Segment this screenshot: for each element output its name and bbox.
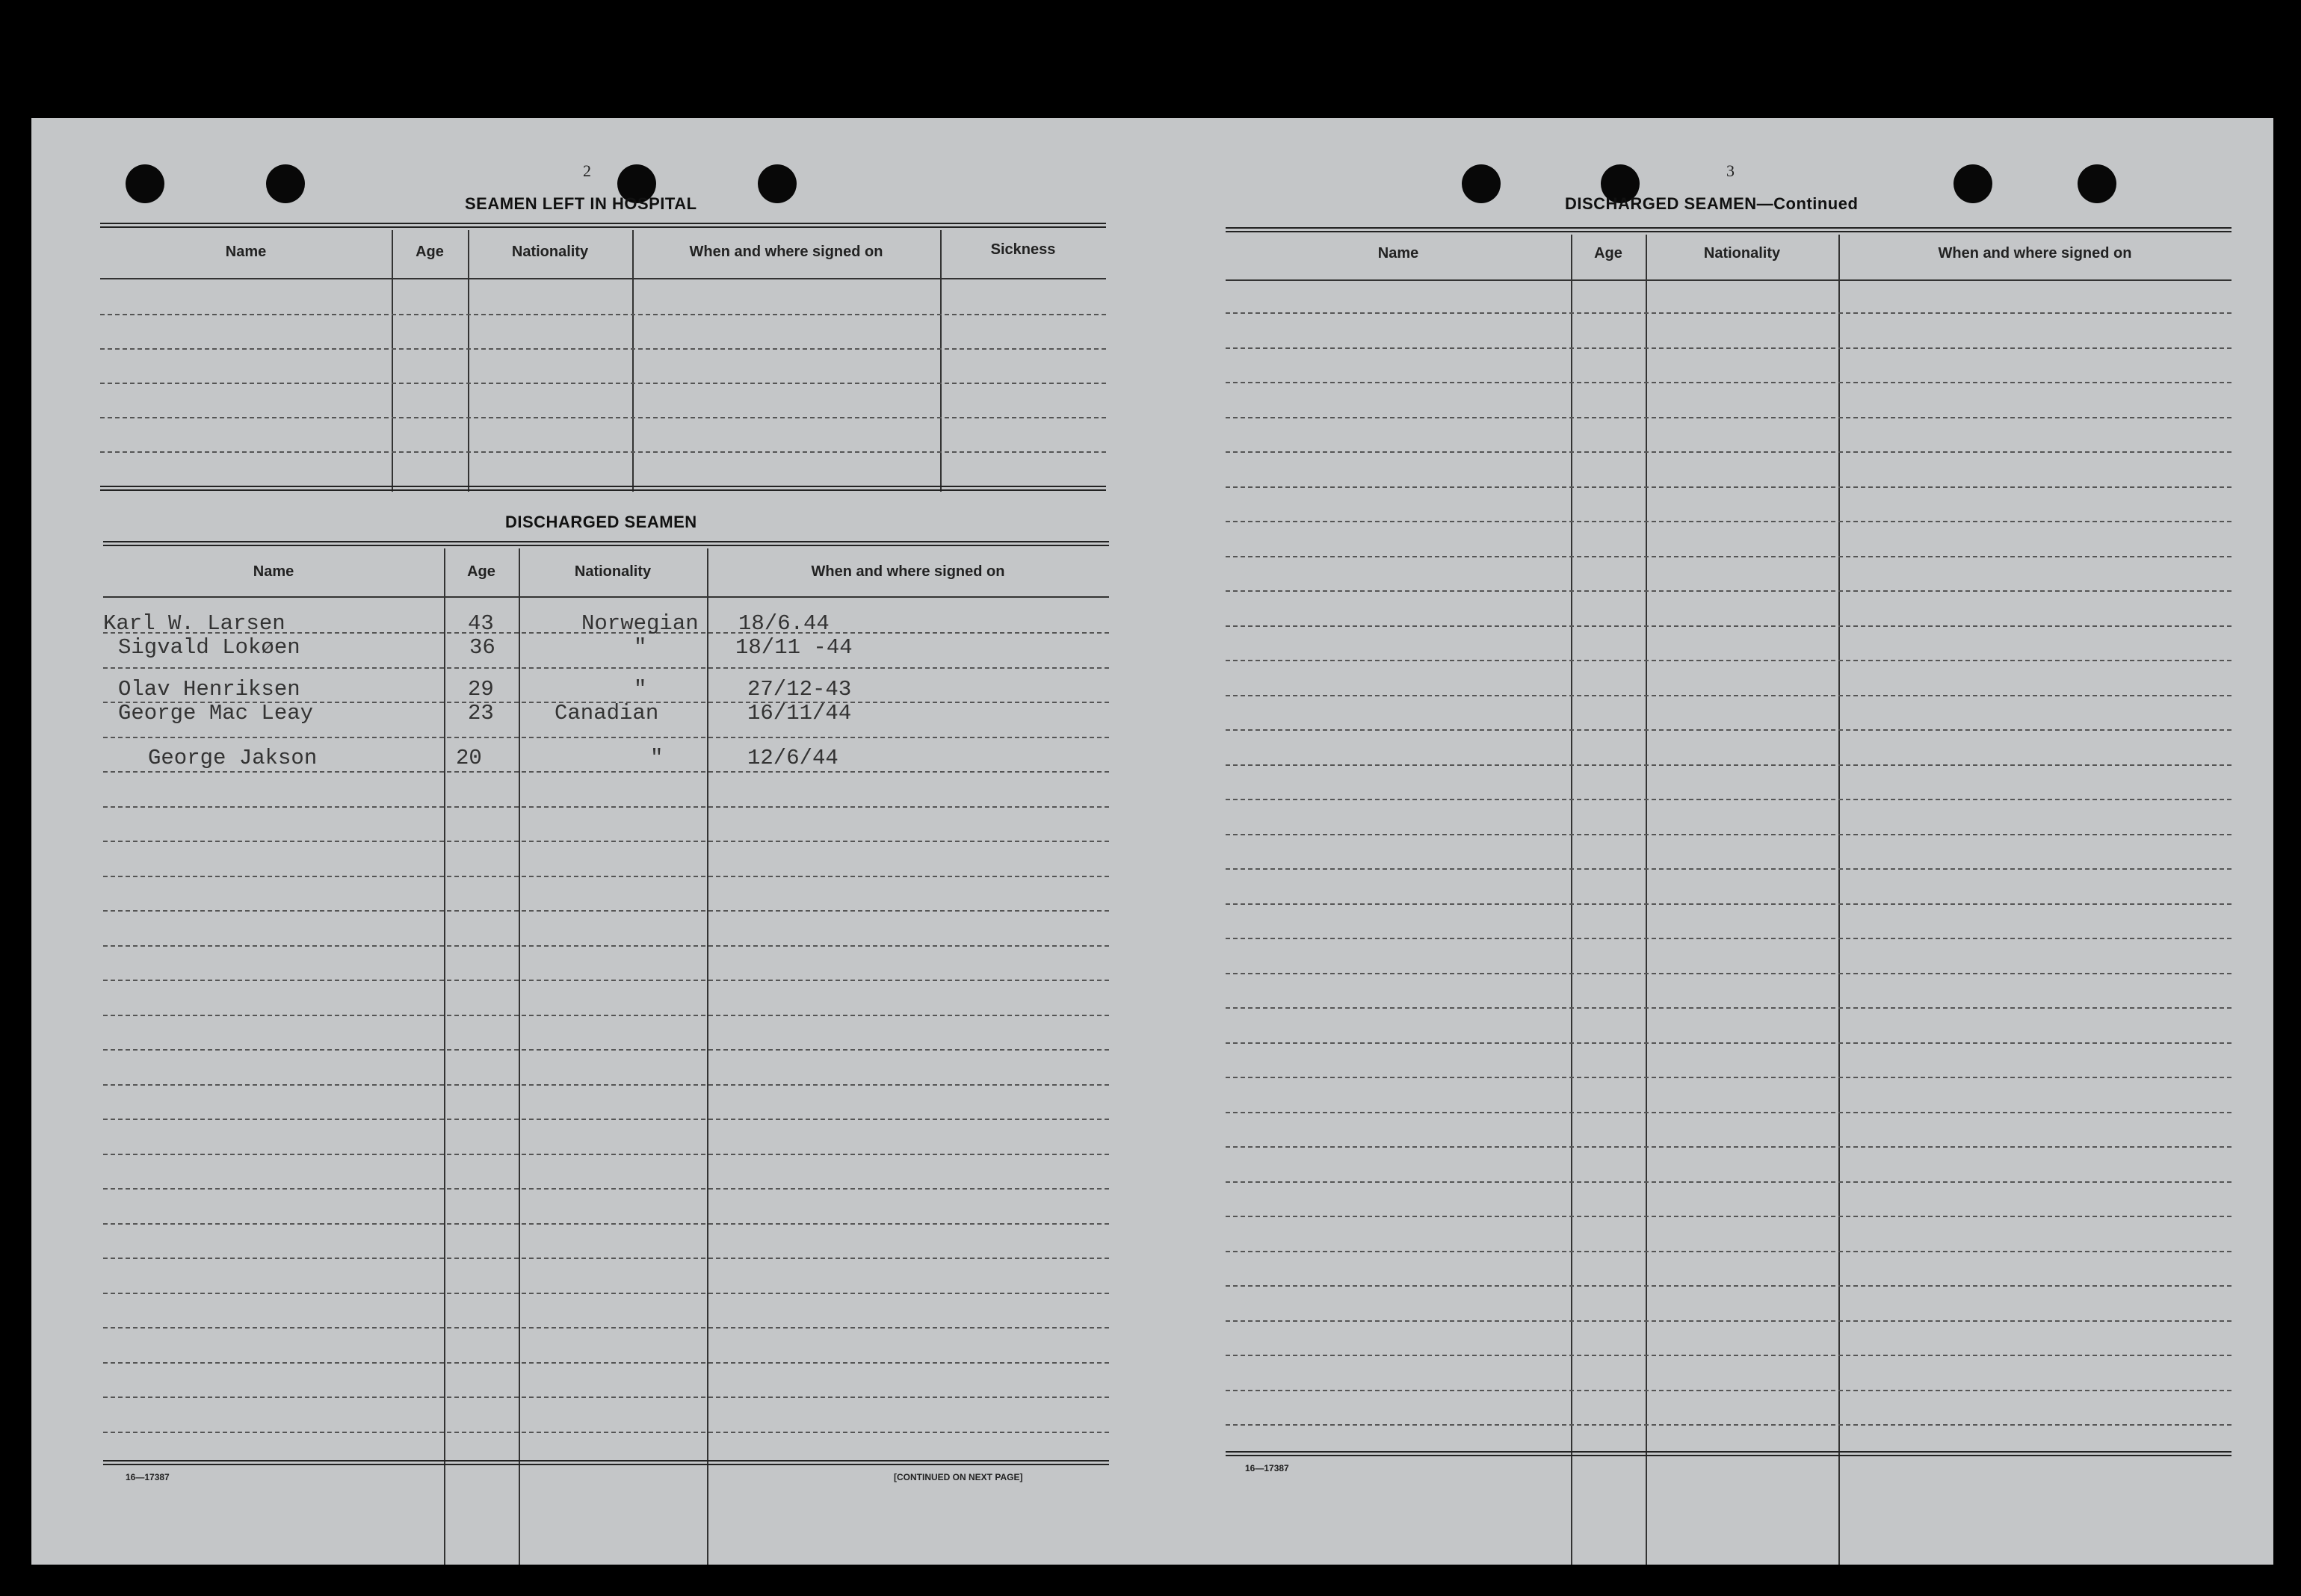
discharged-continued-title (1565, 194, 1858, 214)
row-line (1226, 938, 2231, 939)
row-line (1226, 556, 2231, 557)
hospital-row-line (100, 314, 1106, 315)
row-line (1226, 1251, 2231, 1252)
discharged-col-divider (707, 548, 708, 1565)
row-line (1226, 764, 2231, 766)
seaman-nationality: Canadian (555, 701, 659, 726)
punch-hole (1462, 164, 1501, 203)
document-sheet (31, 118, 2273, 1565)
seaman-nationality: Norwegian (581, 611, 699, 636)
right-col-divider (1571, 235, 1572, 1565)
right-header-signed-on: When and where signed on (1938, 245, 2132, 262)
row-line (103, 1223, 1109, 1225)
row-line (1226, 1181, 2231, 1183)
row-line (1226, 1077, 2231, 1078)
discharged-section-title: DISCHARGED SEAMEN (505, 513, 697, 531)
seaman-age: 29 (468, 677, 494, 702)
title-suffix: —Continued (1756, 194, 1859, 213)
row-line (1226, 903, 2231, 905)
row-line (1226, 347, 2231, 349)
page-number-right: 3 (1726, 161, 1735, 180)
row-line (103, 841, 1109, 842)
hospital-row-line (100, 451, 1106, 453)
seaman-age: 43 (468, 611, 494, 636)
row-line (1226, 590, 2231, 592)
row-line (103, 876, 1109, 877)
row-line (1226, 1285, 2231, 1287)
punch-hole (2078, 164, 2116, 203)
right-header-name: Name (1377, 245, 1419, 262)
seaman-name: George Mac Leay (118, 701, 314, 726)
discharged-col-divider (444, 548, 445, 1565)
discharged-header-signed-on: When and where signed on (811, 563, 1005, 580)
row-line (1226, 1216, 2231, 1217)
row-line (103, 1154, 1109, 1155)
right-header-rule (1226, 279, 2231, 281)
hospital-header-sickness: Sickness (990, 241, 1056, 258)
punch-hole (266, 164, 305, 203)
discharged-table-bottom-rule (103, 1460, 1109, 1465)
right-table-top-rule (1226, 227, 2231, 232)
row-line (1226, 729, 2231, 731)
row-line (1226, 451, 2231, 453)
row-line (1226, 1320, 2231, 1322)
seaman-age: 36 (469, 635, 495, 660)
row-line (1226, 1146, 2231, 1148)
hospital-header-age: Age (416, 244, 444, 260)
seaman-nationality: " (634, 677, 647, 702)
form-number-right: 16—17387 (1245, 1463, 1289, 1473)
row-line (103, 806, 1109, 808)
right-col-divider (1838, 235, 1840, 1565)
hospital-header-nationality: Nationality (511, 244, 589, 260)
seaman-nationality: " (650, 746, 664, 770)
hospital-header-rule (100, 278, 1106, 279)
row-line (1226, 1007, 2231, 1009)
row-line (103, 1015, 1109, 1016)
discharged-header-name: Name (253, 563, 294, 580)
row-line (103, 771, 1109, 773)
seaman-name: George Jakson (148, 746, 318, 770)
seaman-signed-on: 18/6.44 (738, 611, 830, 636)
seaman-nationality: " (634, 635, 647, 660)
hospital-header-signed-on: When and where signed on (689, 244, 883, 260)
row-line (103, 910, 1109, 912)
row-line (103, 945, 1109, 947)
row-line (1226, 868, 2231, 870)
hospital-row-line (100, 383, 1106, 384)
row-line (103, 1188, 1109, 1190)
row-line (1226, 625, 2231, 627)
row-line (103, 737, 1109, 738)
seaman-signed-on: 27/12-43 (747, 677, 852, 702)
row-line (103, 1258, 1109, 1259)
row-line (1226, 1042, 2231, 1044)
row-line (103, 1084, 1109, 1086)
discharged-header-age: Age (467, 563, 495, 580)
seaman-signed-on: 16/11/44 (747, 701, 852, 726)
row-line (1226, 312, 2231, 314)
discharged-header-nationality: Nationality (574, 563, 652, 580)
row-line (1226, 1424, 2231, 1426)
discharged-header-rule (103, 596, 1109, 598)
row-line (1226, 1112, 2231, 1113)
row-line (1226, 834, 2231, 835)
hospital-row-line (100, 348, 1106, 350)
seaman-name: Karl W. Larsen (103, 611, 285, 636)
row-line (103, 980, 1109, 981)
hospital-header-name: Name (225, 244, 267, 260)
seaman-name: Sigvald Lokøen (118, 635, 300, 660)
row-line (1226, 1355, 2231, 1356)
row-line (1226, 973, 2231, 974)
hospital-section-title: SEAMEN LEFT IN HOSPITAL (465, 194, 697, 213)
row-line (1226, 799, 2231, 800)
punch-hole (126, 164, 164, 203)
row-line (103, 1396, 1109, 1398)
row-line (103, 1119, 1109, 1120)
row-line (1226, 486, 2231, 488)
row-line (1226, 382, 2231, 383)
row-line (103, 1362, 1109, 1364)
punch-hole (758, 164, 797, 203)
discharged-col-divider (519, 548, 520, 1565)
right-col-divider (1646, 235, 1647, 1565)
seaman-age: 20 (456, 746, 482, 770)
right-table-bottom-rule (1226, 1451, 2231, 1456)
row-line (103, 1293, 1109, 1294)
right-header-age: Age (1594, 245, 1622, 262)
row-line (103, 1432, 1109, 1433)
row-line (1226, 1390, 2231, 1391)
seaman-signed-on: 18/11 -44 (735, 635, 853, 660)
row-line (103, 1327, 1109, 1329)
seaman-signed-on: 12/6/44 (747, 746, 838, 770)
row-line (103, 667, 1109, 669)
seaman-name: Olav Henriksen (118, 677, 300, 702)
punch-hole (1953, 164, 1992, 203)
hospital-table-top-rule (100, 223, 1106, 228)
page-number-left: 2 (583, 161, 591, 180)
row-line (1226, 521, 2231, 522)
seaman-age: 23 (468, 701, 494, 726)
row-line (1226, 695, 2231, 696)
row-line (103, 1049, 1109, 1051)
hospital-row-line (100, 417, 1106, 418)
continued-note: [CONTINUED ON NEXT PAGE] (894, 1472, 1023, 1482)
right-header-nationality: Nationality (1703, 245, 1781, 262)
title-main: DISCHARGED SEAMEN (1565, 194, 1757, 213)
form-number-left: 16—17387 (126, 1472, 170, 1482)
row-line (1226, 417, 2231, 418)
row-line (1226, 660, 2231, 661)
hospital-table-bottom-rule (100, 486, 1106, 491)
discharged-table-top-rule (103, 541, 1109, 546)
